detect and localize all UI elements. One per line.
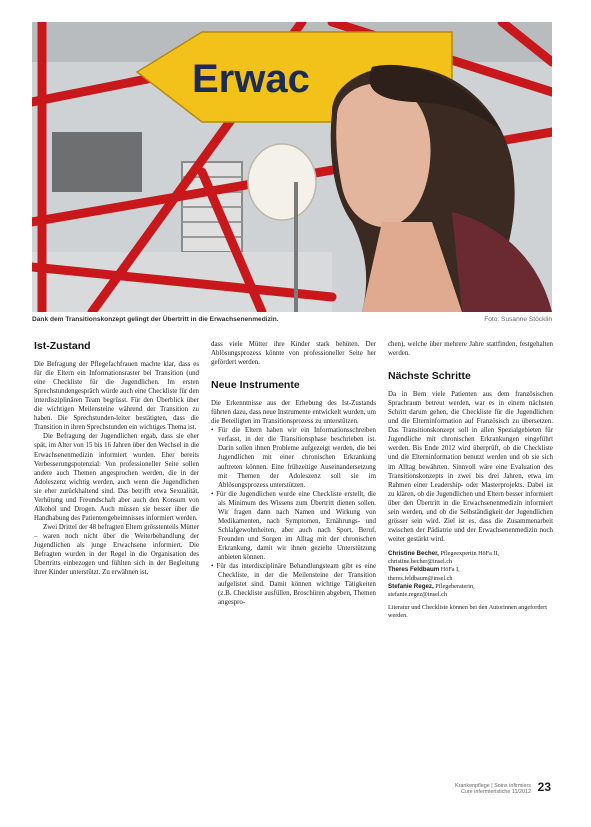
paragraph: Die Erkenntnisse aus der Erhebung des Ist-Zustands führten dazu, dass neue Instrumente entwickelt wurden, um die Beteiligten im Transitionsprozess zu unterstützen. xyxy=(211,400,376,426)
author-detail: Pflegeexpertin HöFa II, xyxy=(440,549,500,557)
list-item: • Für die Eltern haben wir ein Informationsschreiben verfasst, in der die Transitionsphase beschrieben ist. Darin sollen ihnen Probleme aufgezeigt werden, die bei Jugendlichen mit einer chronischen Erkrankung auftreten können. Eine frühzeitige Auseinandersetzung mit Themen der Adoleszenz soll sie im Ablösungsprozess unterstützen. xyxy=(211,427,376,489)
photo-caption xyxy=(32,316,552,330)
page-number: 23 xyxy=(537,780,551,794)
list-item: • Für die Jugendlichen wurde eine Checkliste erstellt, die als Minimum des Wissens zum Übertritt dienen sollen. Wir fragen dann nach Namen und Wirkung von Medikamenten, nach Symptomen, Ernährungs- und Schlafgewohnheiten, aber auch nach Sport, Beruf, Freunden und Sorgen im Alltag mit der chronischen Erkrankung, damit wir ihnen gezielte Unterstützung anbieten können. xyxy=(211,490,376,561)
journal-name xyxy=(451,783,531,796)
author-entry xyxy=(388,566,553,574)
sign-text: Erwac xyxy=(192,57,310,101)
paragraph: Die Befragung der Pflegefachfrauen machte klar, dass es für die Eltern ein Informationsraster bei Transition (und eine Checkliste für die Jugendlichen. Im ersten Sprechstundengespräch würde auch eine Checkliste für den interdisziplinären Team begrüsst. Für den Überblick über die wichtigen Meilensteine während der Transition zu haben. Die Sprechstunden-leiter bestätigten, dass die Transition in ihren Sprechstunden ein wichtiges Thema ist. xyxy=(34,361,199,432)
paragraph: chen), welche über mehrere Jahre stattfinden, festgehalten werden. xyxy=(388,341,553,358)
author-name: Stefanie Regez, xyxy=(388,582,434,590)
heading-ist-zustand: Ist-Zustand xyxy=(34,340,91,352)
photo-credit: Foto: Susanne Stöcklin xyxy=(484,316,552,323)
paragraph: dass viele Mütter ihre Kinder stark behüten. Der Ablösungsprozess könnte von professioneller Seite her gefördert werden. xyxy=(211,341,376,367)
paragraph: Die Befragung der Jugendlichen ergab, dass sie eher spät, im Alter von 15 bis 16 Jahren über den Wechsel in die Erwachsenenmedizin informiert wurden. Eher bereits Verbesserungspotenzial: Von professioneller Seite sollen andere auch Themen angesprochen werden, die in der Adoleszenz wichtig werden, auch wenn die Jugendlichen sie eher zurückhaltend sind. Das betrifft etwa Sexualität, Verhütung und Freundschaft aber auch den Konsum von Alkohol und Drogen. Auch müssen sie besser über die Handhabung des Patientengeheimnisses informiert werden. xyxy=(34,433,199,522)
author-entry xyxy=(388,550,553,558)
column-3 xyxy=(388,340,553,621)
author-entry xyxy=(388,583,553,591)
journal-line: Krankenpflege | Soins infirmiers xyxy=(454,783,531,789)
author-email: theres.feldbaum@insel.ch xyxy=(388,574,453,582)
author-name: Christine Becher, xyxy=(388,549,439,557)
caption-text: Dank dem Transitionskonzept gelingt der Übertritt in die Erwachsenenmedizin. xyxy=(32,316,279,323)
hero-photo-illustration xyxy=(32,22,552,312)
author-email: stefanie.regez@insel.ch xyxy=(388,590,447,598)
literature-note: Literatur und Checkliste können bei den Autorinnen angefordert werden. xyxy=(388,604,547,620)
heading-naechste-schritte: Nächste Schritte xyxy=(388,370,471,383)
paragraph: Zwei Drittel der 48 befragten Eltern grösstenteils Mütter – waren noch nicht über die Weiterbehandlung der Jugendlichen als junge Erwachsene informiert. Die Befragten wurden in der Regel in die Organisation des Übertritts einbezogen und fühlten sich in der Begleitung ihrer Kinder unterstützt. Zu erwähnen ist, xyxy=(34,523,199,577)
author-detail: Pflegeberaterin, xyxy=(435,582,475,590)
author-name: Theres Feldbaum xyxy=(388,566,440,574)
column-2 xyxy=(211,340,376,607)
author-list xyxy=(388,550,553,599)
hero-photo xyxy=(32,22,552,312)
paragraph: Da in Bern viele Patienten aus dem französischen Sprachraum betreut werden, war es in einem nächsten Schritt darum gehen, die Checkliste für die Jugendlichen und die Elterninformation auf Französisch zu übersetzen. Das Transitionskonzept soll in allen Spezialgebieten für Jugendliche mit chronischen Erkrankungen eingeführt werden. Bis Ende 2012 wird überprüft, ob die Checkliste und die Elterninformation benutzt werden und ob sie sich im Alltag bewährten. Sinnvoll wäre eine Evaluation des Transitionskonzepts in zwei bis drei Jahren, etwa im Rahmen einer Leadership- oder Masterprojekts. Dabei ist zu klären, ob die Jugendlichen und Eltern besser informiert über den Übertritt in die Erwachsenenmedizin informiert sein werden, und ob die Selbständigkeit der Jugendlichen grösser sein wird. Ziel ist es, dass die Zusammenarbeit zwischen der Pädiatrie und der Erwachsenenmedizin noch weiter gestärkt wird. xyxy=(388,391,553,543)
author-email: christine.becher@insel.ch xyxy=(388,558,453,566)
journal-line: Cure infermieristiche 11/2012 xyxy=(460,789,531,796)
heading-neue-instrumente: Neue Instrumente xyxy=(211,379,300,392)
instrument-list xyxy=(211,426,376,607)
author-detail: HöFa I, xyxy=(440,566,460,574)
list-item: • Für das interdisziplinäre Behandlungsteam gibt es eine Checkliste, in der die Meilensteine der Transition aufgelistet sind. Damit können wichtige Tätigkeiten (z.B. Checkliste ausfüllen, Broschüren abgeben, Themen angespro- xyxy=(211,563,376,607)
column-1 xyxy=(34,340,199,577)
